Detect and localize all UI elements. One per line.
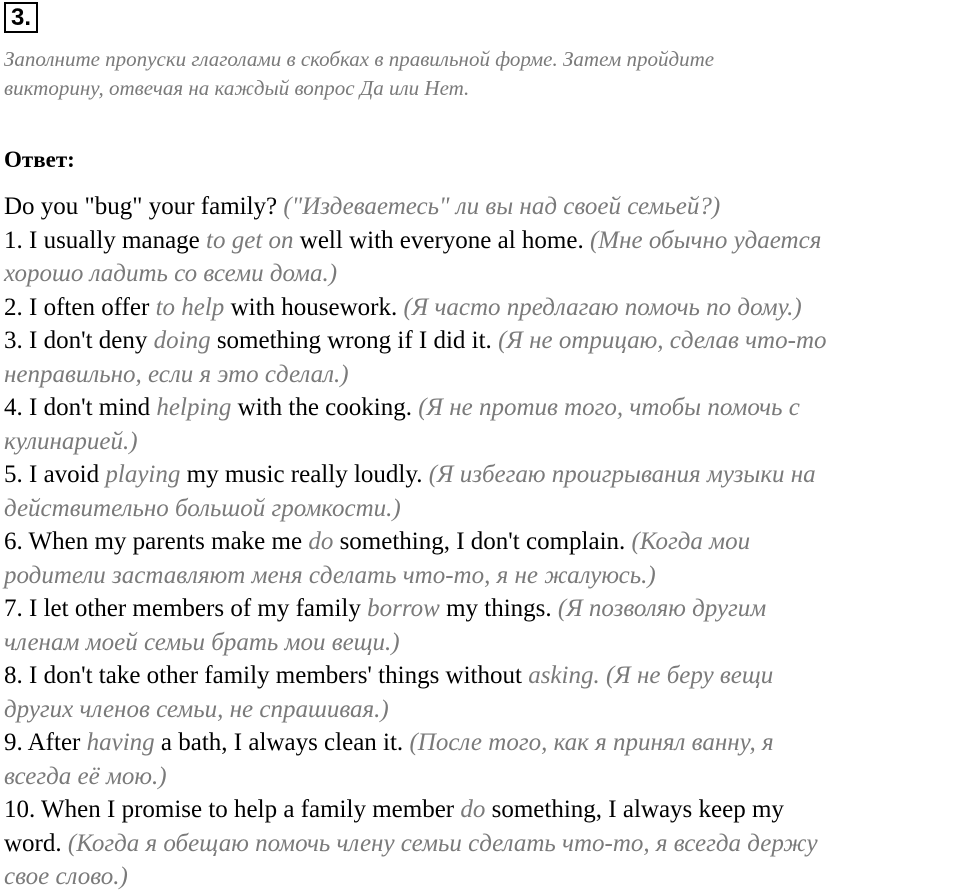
item-translation: (Когда мои [631, 528, 751, 555]
answer-item-9 [4, 726, 960, 760]
quiz-title-translation: ("Издеваетесь" ли вы над своей семьей?) [283, 193, 721, 220]
item-text-after: my things. [439, 595, 552, 622]
answer-item-7 [4, 592, 960, 626]
answer-item-2 [4, 291, 960, 325]
item-text-after: well with everyone al home. [293, 226, 584, 254]
item-text-after: something, I always keep my [485, 796, 784, 823]
item-translation: (Я не против того, чтобы помочь с [418, 394, 800, 421]
answer-item-6-translation-cont: родители заставляют меня сделать что-то, я не жалуюсь.) [4, 561, 656, 589]
item-text-before: 4. I don't mind [4, 394, 157, 421]
item-text-before: 8. I don't take other family members' things without [4, 662, 529, 689]
answer-item-4 [4, 391, 960, 425]
answer-item-1-translation-cont: хорошо ладить со всеми дома.) [4, 260, 338, 287]
item-text-before: 7. I let other members of my family [4, 595, 368, 622]
answer-item-10-cont [4, 827, 960, 861]
item-gap-answer: having [86, 729, 155, 756]
item-text-after: a bath, I always clean it. [154, 729, 404, 756]
item-text-after: something, I don't complain. [333, 528, 626, 555]
item-text-before: 1. I usually manage [4, 226, 207, 254]
answer-item-5-translation-cont: действительно большой громкости.) [4, 494, 401, 522]
answer-item-8 [4, 659, 960, 693]
item-text-after: something wrong if I did it. [210, 327, 492, 354]
item-text-after: my music really loudly. [180, 461, 423, 488]
answer-item-8-translation-cont: других членов семьи, не спрашивая.) [4, 695, 389, 723]
answer-item-10 [4, 793, 960, 827]
item-text-before: 9. After [4, 729, 87, 756]
item-text-after: with housework. [224, 293, 398, 321]
answer-item-7-translation-cont: членам моей семьи брать мои вещи.) [4, 628, 400, 656]
item-text-before: 2. I often offer [4, 293, 156, 321]
answer-item-9-translation-cont: всегда её мою.) [4, 762, 167, 790]
item-translation: (Я избегаю проигрывания музыки на [428, 461, 816, 488]
quiz-title-line [4, 190, 960, 224]
item-gap-answer: do [460, 796, 486, 823]
answer-item-10-translation-cont: свое слово.) [4, 863, 128, 890]
item-gap-answer: do [308, 528, 334, 555]
item-translation: (Я позволяю другим [557, 595, 767, 622]
instruction-text [4, 45, 954, 103]
answer-heading: Ответ: [4, 147, 75, 172]
item-translation: (Мне обычно удается [589, 226, 822, 254]
answer-item-5 [4, 458, 960, 492]
item-text-before: 5. I avoid [4, 461, 106, 488]
answer-item-3 [4, 324, 960, 358]
item-text-before: 3. I don't deny [4, 327, 154, 354]
item-text-before: 10. When I promise to help a family member [4, 796, 461, 823]
item-translation: (Когда я обещаю помочь члену семьи сделать что-то, я всегда держу [67, 829, 818, 857]
item-translation: (Я не отрицаю, сделав что-то [498, 327, 827, 354]
answer-item-6 [4, 525, 960, 559]
item-translation: (Я не беру вещи [605, 662, 774, 689]
answer-item-3-translation-cont: неправильно, если я это сделал.) [4, 360, 349, 388]
task-number-box: 3. [4, 2, 38, 33]
answer-item-4-translation-cont: кулинарией.) [4, 427, 138, 455]
item-gap-answer: doing [153, 327, 211, 354]
quiz-title: Do you "bug" your family? [4, 193, 278, 220]
item-gap-answer: playing [105, 461, 181, 488]
item-gap-answer: asking. [528, 662, 600, 689]
item-translation: (После того, как я принял ванну, я [409, 729, 774, 756]
instruction-line-1: Заполните пропуски глаголами в скобках в правильной форме. Затем пройдите [4, 47, 715, 71]
item-gap-answer: to help [155, 293, 225, 321]
answer-item-1 [4, 224, 960, 258]
item-gap-answer: to get on [206, 226, 294, 254]
item-translation: (Я часто предлагаю помочь по дому.) [403, 293, 802, 321]
instruction-line-2: викторину, отвечая на каждый вопрос Да или Нет. [4, 76, 470, 100]
item-gap-answer: borrow [367, 595, 440, 622]
item-gap-answer: helping [156, 394, 232, 421]
item-text-after-cont: word. [4, 829, 62, 857]
item-text-before: 6. When my parents make me [4, 528, 309, 555]
answer-body [4, 190, 960, 894]
item-text-after: with the cooking. [231, 394, 412, 421]
